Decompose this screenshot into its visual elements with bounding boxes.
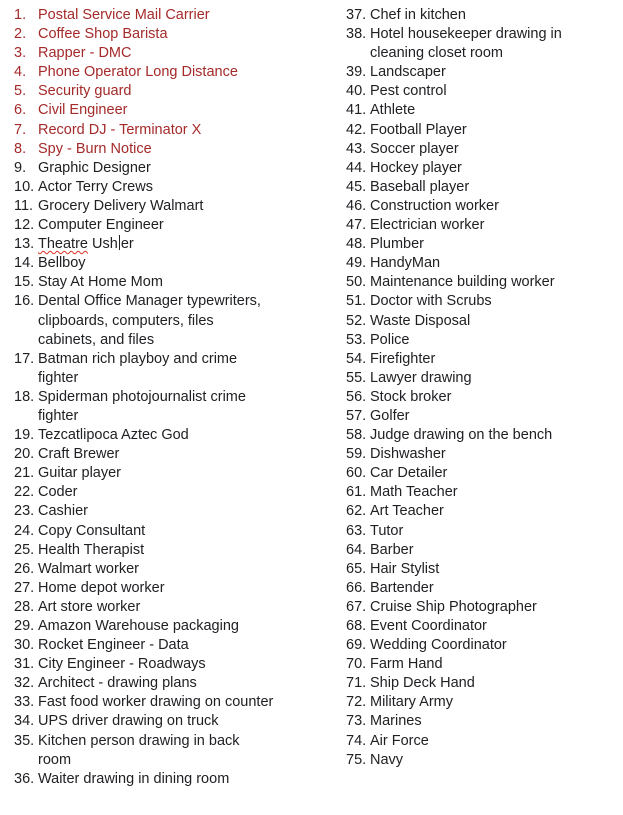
list-item-text: Bellboy: [38, 255, 86, 272]
list-item-text: Doctor with Scrubs: [370, 293, 492, 310]
list-item-number: 32.: [14, 675, 35, 692]
list-item: [346, 693, 618, 712]
list-item-number: 18.: [14, 388, 35, 405]
list-item-number: 42.: [346, 121, 367, 138]
list-item-number: 70.: [346, 656, 367, 673]
text-cursor: [119, 235, 120, 250]
list-item: [14, 159, 314, 178]
list-item-text: Health Therapist: [38, 541, 145, 558]
list-item: [346, 292, 618, 311]
list-item-text: Hair Stylist: [370, 560, 440, 577]
list-item: [14, 44, 314, 63]
list-item: [346, 732, 618, 751]
list-item-text: Lawyer drawing: [370, 369, 472, 386]
list-item: [346, 312, 618, 331]
list-item: [346, 25, 618, 63]
list-item: [14, 636, 314, 655]
list-item: [346, 655, 618, 674]
list-item-text: Cashier: [38, 503, 88, 520]
list-item: [14, 426, 314, 445]
list-item-number: 72.: [346, 694, 367, 711]
list-item-number: 12.: [14, 217, 35, 234]
list-item-number: 54.: [346, 350, 367, 367]
list-item-text: Air Force: [370, 732, 429, 749]
list-item-number: 73.: [346, 713, 367, 730]
list-item-number: 45.: [346, 178, 367, 195]
list-item-number: 41.: [346, 102, 367, 119]
list-item-text: Chef in kitchen: [370, 7, 466, 23]
list-item: [346, 426, 618, 445]
list-item-text: Theatre Ush er: [38, 236, 134, 253]
list-item-number: 24.: [14, 522, 35, 539]
career-list-left-column: [14, 6, 314, 789]
list-item-number: 56.: [346, 388, 367, 405]
list-item-text: Art store worker: [38, 598, 141, 615]
list-item-text: Rocket Engineer - Data: [38, 637, 189, 654]
list-item-number: 17.: [14, 350, 35, 367]
list-item: [14, 235, 314, 254]
list-item-text: Pest control: [370, 83, 447, 100]
list-item-number: 34.: [14, 713, 35, 730]
list-item-text: Coder: [38, 484, 78, 501]
list-item-text: UPS driver drawing on truck: [38, 713, 219, 730]
list-item-text: Bartender: [370, 579, 434, 596]
list-item: [346, 751, 618, 770]
list-item-number: 28.: [14, 598, 35, 615]
list-item: [346, 541, 618, 560]
list-item-number: 69.: [346, 637, 367, 654]
list-item: [14, 140, 314, 159]
list-item-number: 4.: [14, 64, 27, 81]
list-item-text: Soccer player: [370, 140, 459, 157]
list-item-number: 47.: [346, 217, 367, 234]
list-item: [14, 522, 314, 541]
list-item: [346, 216, 618, 235]
list-item: [346, 101, 618, 120]
list-item: [14, 693, 314, 712]
list-item-text: Amazon Warehouse packaging: [38, 618, 239, 634]
list-item-text: Home depot worker: [38, 579, 165, 596]
list-item-text: Hockey player: [370, 159, 462, 176]
list-item-number: 60.: [346, 465, 367, 482]
list-item-number: 65.: [346, 560, 367, 577]
list-item: [14, 388, 314, 426]
list-item: [346, 197, 618, 216]
list-item-number: 48.: [346, 236, 367, 253]
list-item: [346, 254, 618, 273]
list-item-number: 9.: [14, 159, 27, 176]
list-item: [14, 483, 314, 502]
list-item: [14, 82, 314, 101]
list-item-text: Walmart worker: [38, 560, 139, 577]
list-item-number: 36.: [14, 770, 35, 787]
list-item: [14, 617, 314, 636]
list-item-text: Wedding Coordinator: [370, 637, 507, 654]
list-item: [14, 674, 314, 693]
list-item: [346, 617, 618, 636]
list-item-text: Kitchen person drawing in back room: [38, 732, 240, 768]
list-item-number: 26.: [14, 560, 35, 577]
list-item-number: 55.: [346, 369, 367, 386]
list-item-number: 43.: [346, 140, 367, 157]
list-item-text: Tutor: [370, 522, 404, 539]
list-item-number: 25.: [14, 541, 35, 558]
list-item-text: Ship Deck Hand: [370, 675, 475, 692]
list-item: [14, 770, 314, 789]
list-item: [14, 445, 314, 464]
list-item-text: Rapper - DMC: [38, 45, 132, 62]
list-item-number: 52.: [346, 312, 367, 329]
list-item: [346, 350, 618, 369]
list-item-text: Art Teacher: [370, 503, 444, 520]
list-item-text: HandyMan: [370, 255, 441, 272]
list-item-text: Waste Disposal: [370, 312, 471, 329]
list-item: [346, 63, 618, 82]
list-item-text: Stay At Home Mom: [38, 274, 163, 291]
career-list-right-column: [346, 6, 618, 770]
list-item-text: Construction worker: [370, 197, 499, 214]
list-item-text: Hotel housekeeper drawing in cleaning closet room: [370, 26, 562, 62]
list-item: [346, 121, 618, 140]
list-item-text: Copy Consultant: [38, 522, 146, 539]
list-item: [14, 292, 314, 349]
list-item-number: 30.: [14, 637, 35, 654]
list-item-text: Baseball player: [370, 178, 470, 195]
list-item-text: Grocery Delivery Walmart: [38, 197, 204, 214]
list-item-number: 27.: [14, 579, 35, 596]
list-item-text: Waiter drawing in dining room: [38, 770, 230, 787]
list-item: [346, 483, 618, 502]
list-item: [346, 82, 618, 101]
list-item-number: 22.: [14, 484, 35, 501]
list-item: [14, 101, 314, 120]
list-item-text: Craft Brewer: [38, 446, 120, 463]
list-item-text: Athlete: [370, 102, 416, 119]
list-item-number: 29.: [14, 618, 35, 634]
list-item-text: City Engineer - Roadways: [38, 656, 206, 673]
list-item: [14, 273, 314, 292]
list-item-number: 13.: [14, 236, 35, 253]
list-item-number: 8.: [14, 140, 27, 157]
list-item-text: Spiderman photojournalist crime fighter: [38, 388, 246, 424]
list-item-text: Record DJ - Terminator X: [38, 121, 202, 138]
list-item-number: 51.: [346, 293, 367, 310]
list-item: [14, 197, 314, 216]
list-item-text: Maintenance building worker: [370, 274, 555, 291]
list-item-text: Spy - Burn Notice: [38, 140, 152, 157]
list-item-number: 5.: [14, 83, 27, 100]
list-item: [14, 6, 314, 25]
list-item-text: Football Player: [370, 121, 467, 138]
list-item: [14, 254, 314, 273]
list-item-number: 68.: [346, 618, 367, 634]
list-item: [14, 560, 314, 579]
list-item: [346, 159, 618, 178]
list-item: [346, 273, 618, 292]
list-item-number: 19.: [14, 427, 35, 444]
list-item-text: Car Detailer: [370, 465, 448, 482]
list-item-number: 63.: [346, 522, 367, 539]
list-item: [14, 655, 314, 674]
list-item-text: Cruise Ship Photographer: [370, 598, 537, 615]
list-item-text: Fast food worker drawing on counter: [38, 694, 274, 711]
list-item-number: 74.: [346, 732, 367, 749]
list-item-text: Landscaper: [370, 64, 446, 81]
list-item-number: 71.: [346, 675, 367, 692]
list-item-text: Barber: [370, 541, 414, 558]
list-item-text: Phone Operator Long Distance: [38, 64, 238, 81]
list-item-number: 58.: [346, 427, 367, 444]
list-item-number: 1.: [14, 7, 27, 23]
list-item-number: 2.: [14, 26, 27, 43]
list-item: [346, 636, 618, 655]
list-item: [14, 178, 314, 197]
list-item-text: Batman rich playboy and crime fighter: [38, 350, 238, 386]
list-item: [346, 140, 618, 159]
list-item: [346, 674, 618, 693]
list-item-text: Judge drawing on the bench: [370, 427, 553, 444]
list-item-number: 21.: [14, 465, 35, 482]
list-item: [346, 712, 618, 731]
list-item: [346, 331, 618, 350]
list-item-number: 46.: [346, 197, 367, 214]
list-item: [14, 464, 314, 483]
list-item-number: 11.: [14, 197, 34, 214]
list-item-text: Golfer: [370, 407, 410, 424]
list-item-text: Plumber: [370, 236, 424, 253]
list-item-text: Marines: [370, 713, 422, 730]
list-item-text: Civil Engineer: [38, 102, 128, 119]
list-item-text: Actor Terry Crews: [38, 178, 153, 195]
list-item: [346, 407, 618, 426]
list-item-text: Police: [370, 331, 410, 348]
list-item-number: 40.: [346, 83, 367, 100]
list-item-number: 3.: [14, 45, 27, 62]
list-item-number: 31.: [14, 656, 35, 673]
list-item: [346, 6, 618, 25]
list-item-number: 61.: [346, 484, 367, 501]
list-item: [346, 388, 618, 407]
list-item: [14, 216, 314, 235]
list-item-number: 75.: [346, 751, 367, 768]
list-item-text: Military Army: [370, 694, 453, 711]
list-item-text: Firefighter: [370, 350, 436, 367]
list-item-text: Farm Hand: [370, 656, 443, 673]
list-item: [14, 541, 314, 560]
list-item-number: 44.: [346, 159, 367, 176]
list-item-text: Stock broker: [370, 388, 452, 405]
list-item-number: 6.: [14, 102, 27, 119]
list-item-number: 20.: [14, 446, 35, 463]
list-item-text: Architect - drawing plans: [38, 675, 197, 692]
list-item-number: 38.: [346, 26, 367, 43]
list-item-number: 33.: [14, 694, 35, 711]
list-item-number: 49.: [346, 255, 367, 272]
list-item-number: 10.: [14, 178, 35, 195]
list-item: [346, 369, 618, 388]
list-item: [14, 712, 314, 731]
list-item-number: 7.: [14, 121, 27, 138]
list-item-number: 35.: [14, 732, 35, 749]
list-item-number: 64.: [346, 541, 367, 558]
list-item-number: 67.: [346, 598, 367, 615]
list-item: [346, 502, 618, 521]
list-item: [346, 579, 618, 598]
list-item: [14, 732, 314, 770]
list-item: [346, 464, 618, 483]
list-item-number: 15.: [14, 274, 35, 291]
list-item: [14, 63, 314, 82]
list-item: [14, 598, 314, 617]
list-item-number: 39.: [346, 64, 367, 81]
list-item-number: 62.: [346, 503, 367, 520]
list-item-text: Dishwasher: [370, 446, 446, 463]
list-item-number: 16.: [14, 293, 35, 310]
list-item: [346, 178, 618, 197]
list-item: [14, 25, 314, 44]
list-item: [14, 502, 314, 521]
list-item-text: Math Teacher: [370, 484, 458, 501]
list-item-text: Coffee Shop Barista: [38, 26, 168, 43]
list-item: [14, 579, 314, 598]
list-item-text: Graphic Designer: [38, 159, 151, 176]
list-item: [346, 522, 618, 541]
list-item-number: 53.: [346, 331, 367, 348]
list-item-number: 37.: [346, 7, 367, 23]
list-item-text: Electrician worker: [370, 217, 485, 234]
list-item-number: 57.: [346, 407, 367, 424]
spellcheck-underlined-word[interactable]: Theatre: [38, 236, 88, 253]
list-item: [346, 235, 618, 254]
list-item: [14, 350, 314, 388]
list-item-number: 50.: [346, 274, 367, 291]
list-item: [14, 121, 314, 140]
list-item-text: Dental Office Manager typewriters, clipboards, computers, files cabinets, and files: [38, 293, 261, 348]
list-item-number: 14.: [14, 255, 35, 272]
list-item: [346, 560, 618, 579]
list-item-number: 59.: [346, 446, 367, 463]
list-item-text: Postal Service Mail Carrier: [38, 7, 210, 23]
list-item-text: Security guard: [38, 83, 132, 100]
list-item-text: Event Coordinator: [370, 618, 487, 634]
list-item-number: 23.: [14, 503, 35, 520]
list-item-text: Computer Engineer: [38, 217, 164, 234]
list-item: [346, 445, 618, 464]
list-item-text: Navy: [370, 751, 404, 768]
list-item-text: Tezcatlipoca Aztec God: [38, 427, 189, 444]
list-item-text: Guitar player: [38, 465, 122, 482]
list-item: [346, 598, 618, 617]
list-item-number: 66.: [346, 579, 367, 596]
